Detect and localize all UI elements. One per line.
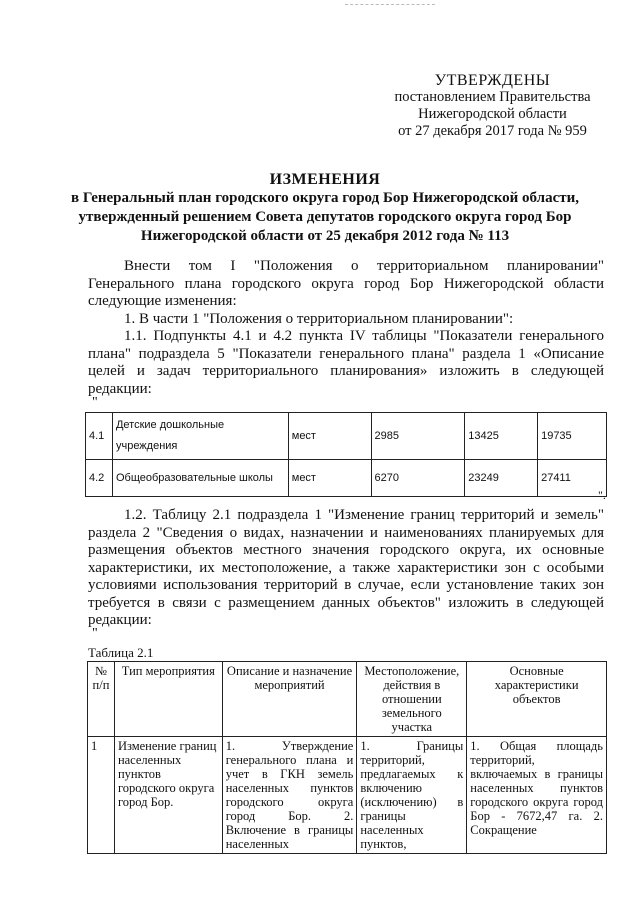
cell-value: 6270 bbox=[371, 460, 465, 497]
cell-desc: 1. Утверждение генерального плана и учет в ГКН земель населенных пунктов городского округа город Бор. 2. Включение в границы населенных bbox=[222, 737, 357, 854]
item-1-1: 1.1. Подпункты 4.1 и 4.2 пункта IV таблицы "Показатели генерального плана" подраздела 5 "Показатели генерального плана" раздела 1 «Описание целей и задач территориального планирования» изложить в следующей редакции: bbox=[88, 328, 604, 397]
cell-value: 13425 bbox=[465, 413, 538, 460]
title-line: Нижегородской области от 25 декабря 2012 года № 113 bbox=[140, 228, 510, 244]
open-quote: " bbox=[92, 395, 98, 410]
cell-name: Общеобразовательные школы bbox=[112, 460, 288, 497]
cell-loc: 1. Границы территорий, предлагаемых к включению (исключению) в границы населенных пунктов, bbox=[357, 737, 467, 854]
item-1-2-block bbox=[88, 507, 604, 630]
document-title bbox=[60, 170, 590, 246]
cell-name: Детские дошкольные учреждения bbox=[112, 413, 288, 460]
indicators-table bbox=[85, 412, 607, 497]
measures-table bbox=[87, 661, 607, 854]
close-quote: ". bbox=[598, 488, 606, 502]
approval-line: постановлением Правительства bbox=[394, 89, 591, 105]
item-1: 1. В части 1 "Положения о территориальном планировании": bbox=[124, 310, 514, 327]
cell-num: 4.2 bbox=[86, 460, 113, 497]
scan-edge-mark bbox=[345, 4, 435, 5]
title-line: утвержденный решением Совета депутатов городского округа город Бор bbox=[78, 209, 572, 225]
item-1-2: 1.2. Таблицу 2.1 подраздела 1 "Изменение границ территорий и земель" раздела 2 "Сведения о видах, назначении и наименованиях планируемых для размещения объектов местного значения городского округа, их основные характеристики, их местоположение, а также характеристики зон с особыми условиями использования территорий в случае, если установление таких зон требуется в связи с размещением данных объектов" изложить в следующей редакции: bbox=[88, 507, 604, 628]
approval-stamp bbox=[380, 72, 605, 140]
approval-line: от 27 декабря 2017 года № 959 bbox=[398, 123, 587, 139]
open-quote: " bbox=[92, 626, 98, 641]
approval-line: Нижегородской области bbox=[418, 106, 567, 122]
table-row bbox=[88, 737, 607, 854]
cell-num: 4.1 bbox=[86, 413, 113, 460]
cell-value: 23249 bbox=[465, 460, 538, 497]
col-header: Описание и назначение мероприятий bbox=[222, 662, 357, 737]
cell-value: 2985 bbox=[371, 413, 465, 460]
col-header: Основные характеристики объектов bbox=[467, 662, 607, 737]
table-header-row bbox=[88, 662, 607, 737]
cell-unit: мест bbox=[288, 460, 371, 497]
col-header: Тип мероприятия bbox=[114, 662, 222, 737]
intro-block bbox=[88, 258, 604, 398]
intro-paragraph: Внести том I "Положения о территориальном планировании" Генерального плана городского округа город Бор Нижегородской области следующие изменения: bbox=[88, 258, 604, 309]
cell-type: Изменение границ населенных пунктов городского округа город Бор. bbox=[114, 737, 222, 854]
cell-chars: 1. Общая площадь территорий, включаемых в границы населенных пунктов городского округа город Бор - 7672,47 га. 2. Сокращение bbox=[467, 737, 607, 854]
title-line: в Генеральный план городского округа город Бор Нижегородской области, bbox=[70, 190, 580, 206]
table-caption: Таблица 2.1 bbox=[88, 645, 154, 660]
table-row bbox=[86, 460, 607, 497]
title-heading: ИЗМЕНЕНИЯ bbox=[269, 171, 381, 188]
cell-value: 27411 bbox=[538, 460, 607, 497]
approval-heading: УТВЕРЖДЕНЫ bbox=[434, 72, 551, 89]
col-header: Местоположение, действия в отношении земельного участка bbox=[357, 662, 467, 737]
cell-unit: мест bbox=[288, 413, 371, 460]
cell-value: 19735 bbox=[538, 413, 607, 460]
cell-num: 1 bbox=[88, 737, 115, 854]
col-header: № п/п bbox=[88, 662, 115, 737]
table-row bbox=[86, 413, 607, 460]
